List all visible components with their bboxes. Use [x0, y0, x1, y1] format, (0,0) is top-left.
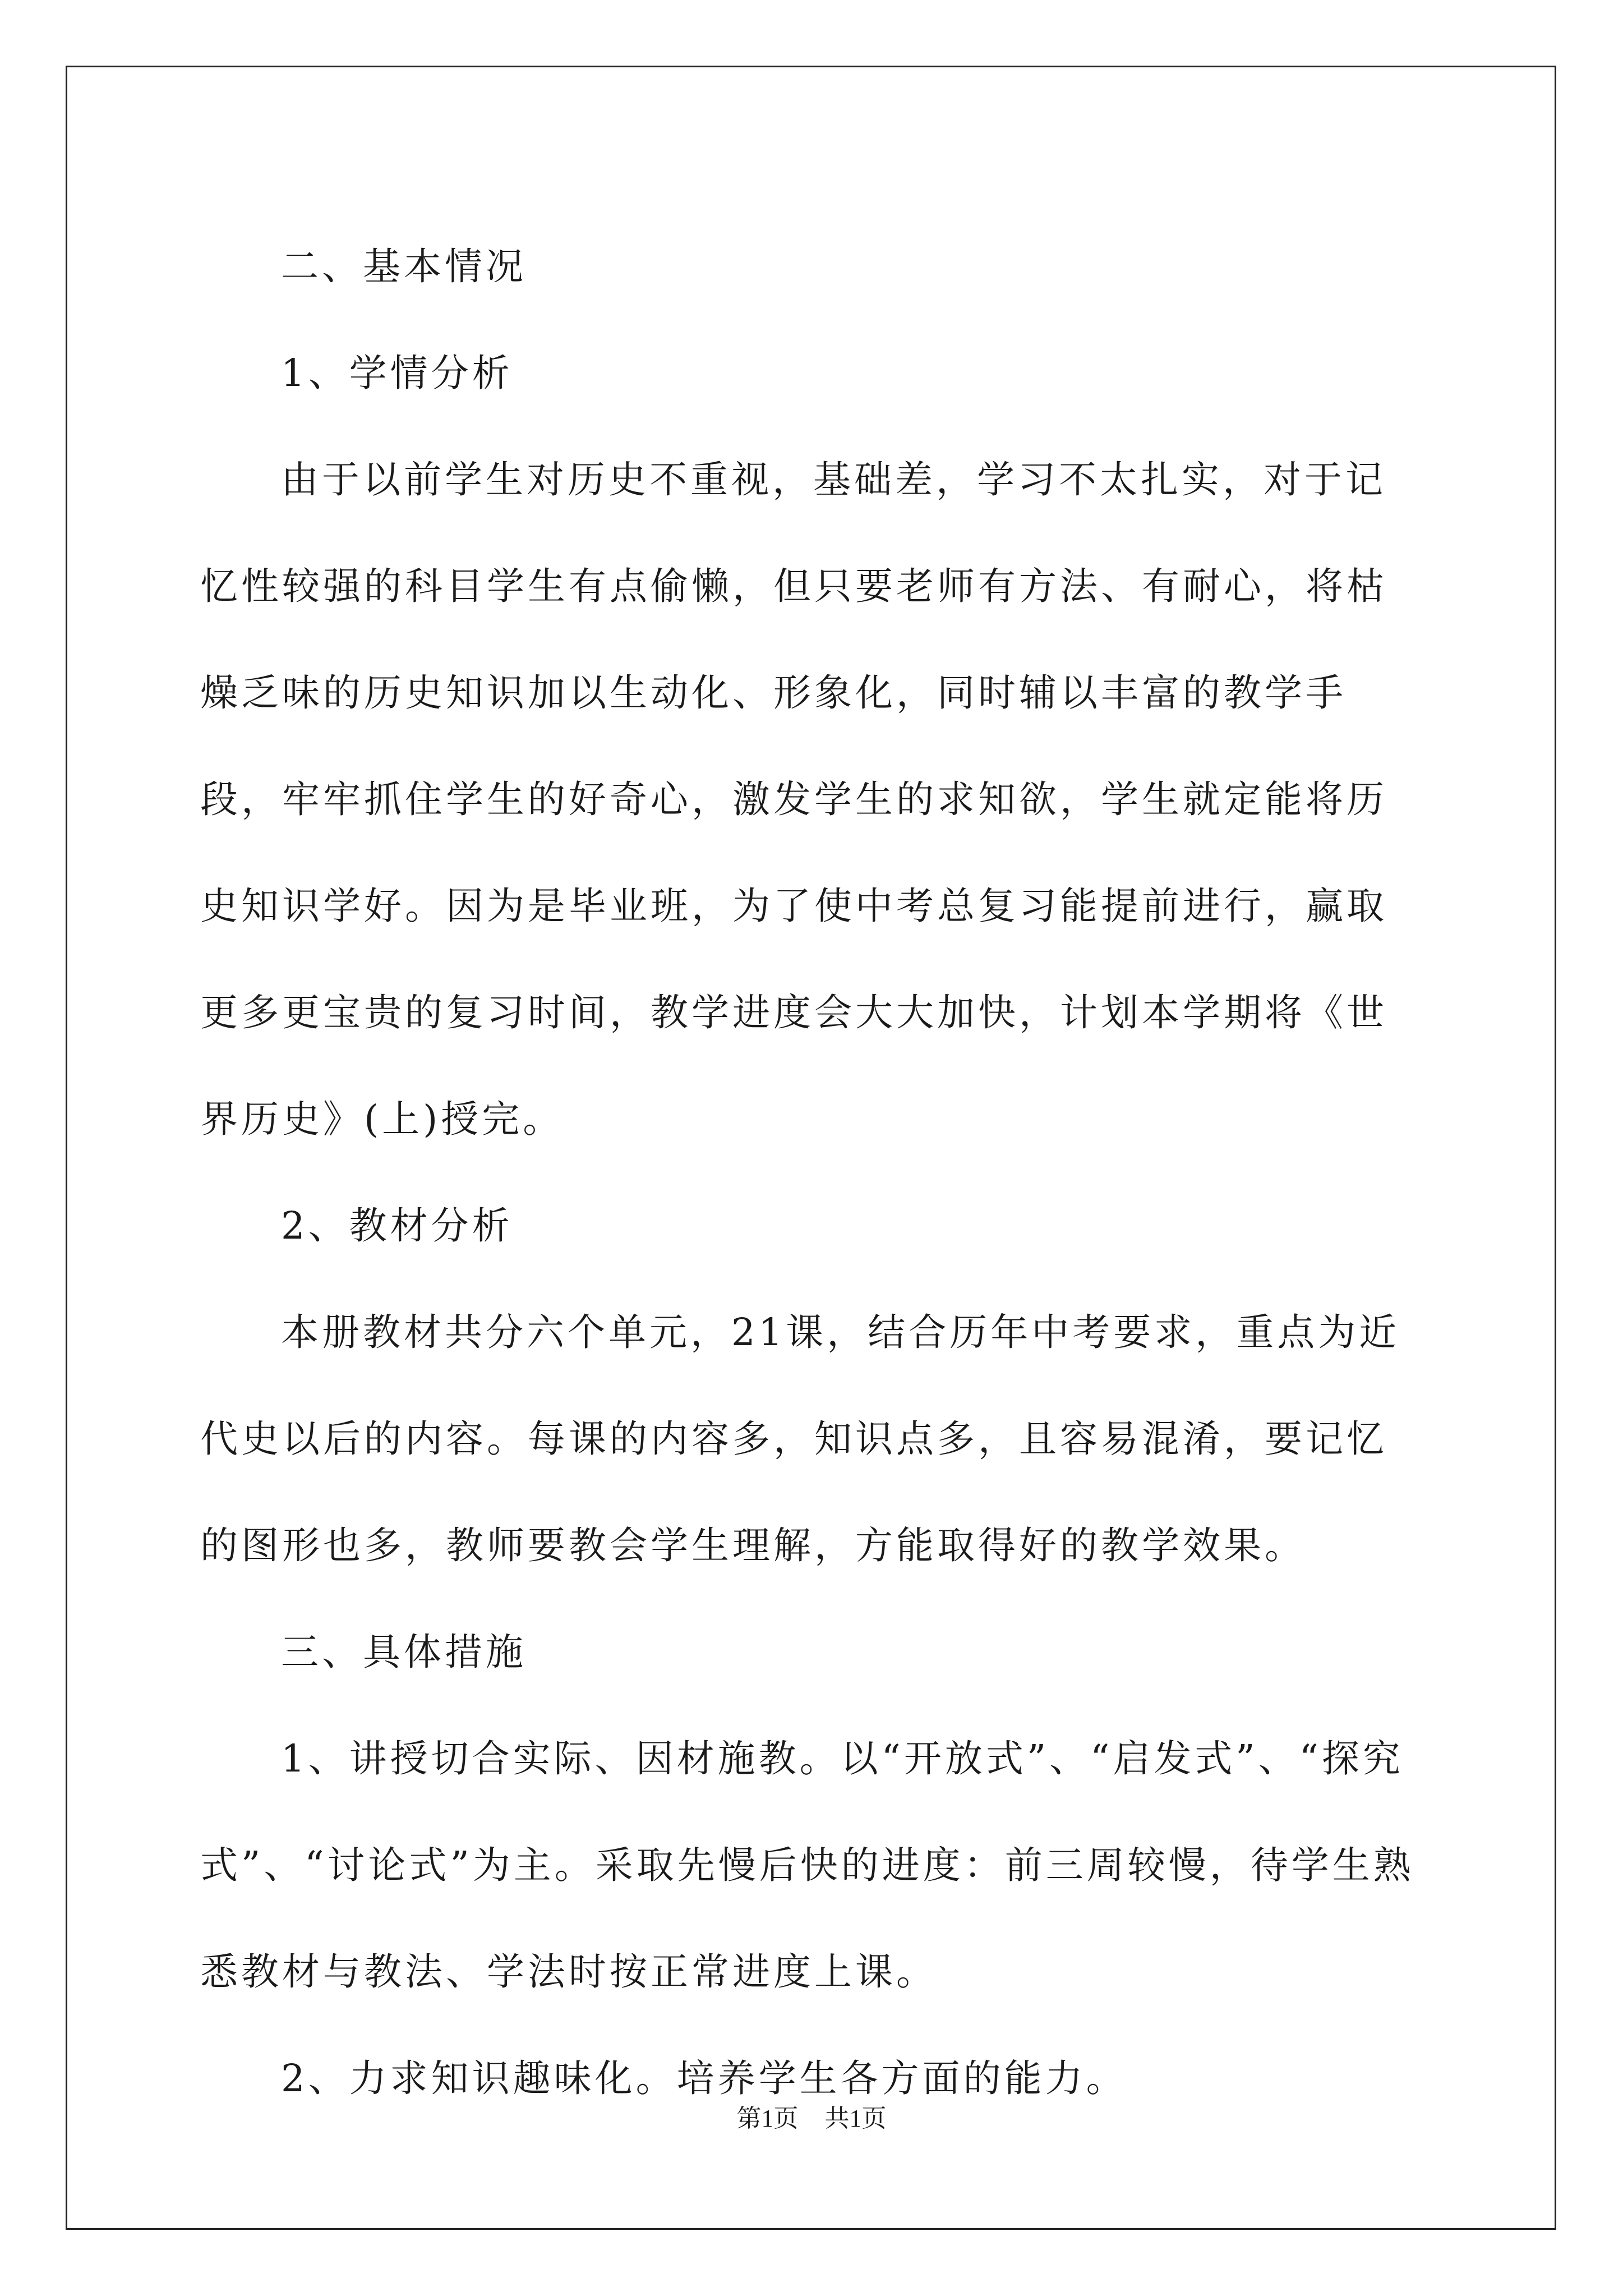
document-body — [200, 213, 1423, 2132]
paragraph-textbook-analysis: 本册教材共分六个单元，21课，结合历年中考要求，重点为近代史以后的内容。每课的内容多，知识点多，且容易混淆，要记忆的图形也多，教师要教会学生理解，方能取得好的教学效果。 — [200, 1310, 1400, 1567]
paragraph-measure-1: 1、讲授切合实际、因材施教。以“开放式”、“启发式”、“探究式”、“讨论式”为主。采取先慢后快的进度：前三周较慢，待学生熟悉教材与教法、学法时按正常进度上课。 — [200, 1737, 1414, 1994]
page-footer — [0, 2098, 1623, 2134]
paragraph-student-analysis: 由于以前学生对历史不重视，基础差，学习不太扎实，对于记忆性较强的科目学生有点偷懒，但只要老师有方法、有耐心，将枯燥乏味的历史知识加以生动化、形象化，同时辅以丰富的教学手段，牢牢抓住学生的好奇心，激发学生的求知欲，学生就定能将历史知识学好。因为是毕业班，为了使中考总复习能提前进行，赢取更多更宝贵的复习时间，教学进度会大大加快，计划本学期将《世界历史》(上)授完。 — [200, 458, 1387, 1141]
page-number: 第1页 — [736, 2105, 799, 2132]
section-heading-basic-situation: 二、基本情况 — [281, 245, 527, 288]
section-heading-measures: 三、具体措施 — [281, 1630, 527, 1674]
paragraph-measure-2: 2、力求知识趣味化。培养学生各方面的能力。 — [281, 2056, 1127, 2100]
subheading-textbook-analysis: 2、教材分析 — [281, 1204, 513, 1248]
page-total: 共1页 — [824, 2105, 887, 2132]
subheading-student-analysis: 1、学情分析 — [281, 351, 513, 395]
